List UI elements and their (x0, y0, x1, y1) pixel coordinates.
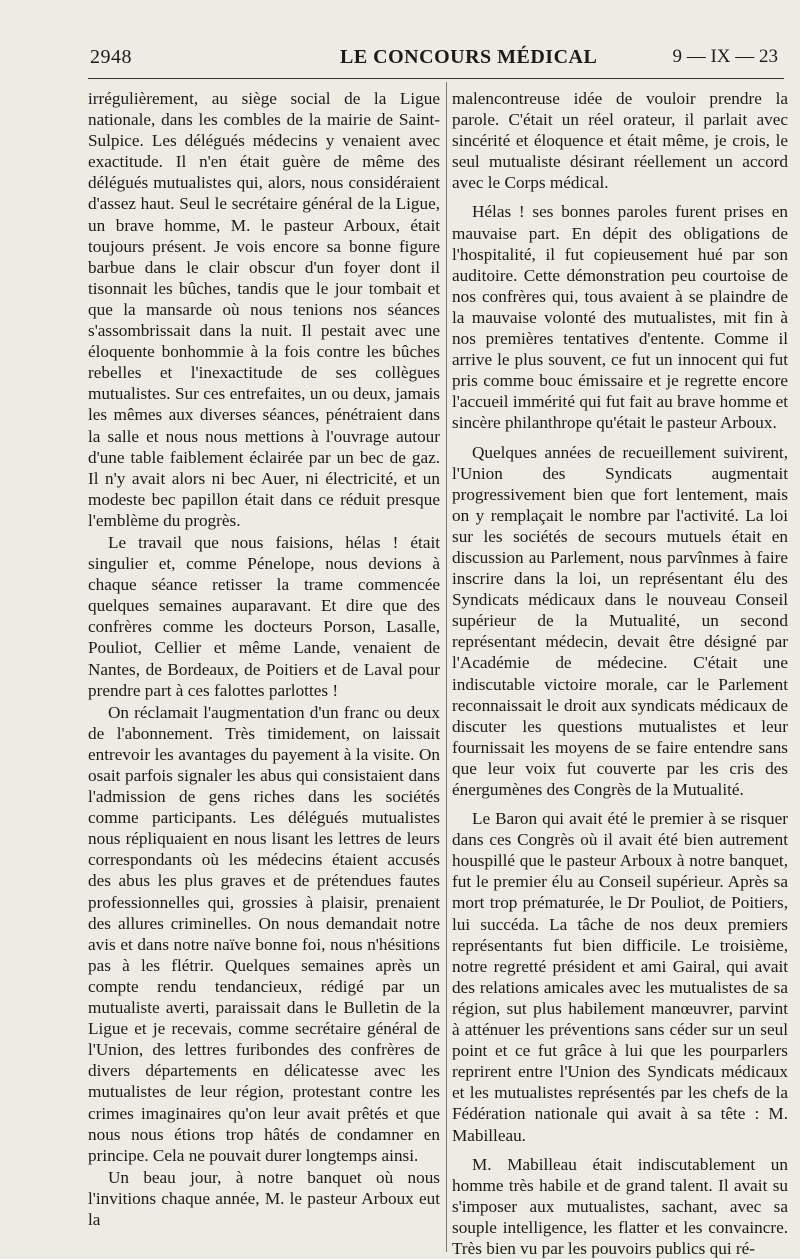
paragraph: Le travail que nous faisions, hélas ! était singulier et, comme Pénelope, nous devions à chaque séance retisser la trame commencée quelques semaines auparavant. Et dire que des confrères comme les docteurs Porson, Lasalle, Pouliot, Cellier et même Lande, venaient de Nantes, de Bordeaux, de Poitiers et de Laval pour prendre part à ces falottes parlottes ! (88, 532, 440, 700)
left-column (88, 88, 440, 1230)
header-rule (88, 78, 784, 79)
paragraph: Un beau jour, à notre banquet où nous l'invitions chaque année, M. le pasteur Arboux eut la (88, 1167, 440, 1229)
paragraph: Hélas ! ses bonnes paroles furent prises en mauvaise part. En dépit des obligations de l'hospitalité, il fut copieusement hué par son auditoire. Cette démonstration peu courtoise de nos confrères qui, tous avaient à se plaindre de la mauvaise volonté des mutualistes, mit fin à nos premières tentatives d'entente. Comme il arrive le plus souvent, ce fut un innocent qui fut pris comme bouc émissaire et je regrette encore l'accueil immérité qui fut fait au brave homme et sincère philanthrope qu'était le pasteur Arboux. (452, 202, 788, 433)
column-divider (446, 82, 447, 1252)
paragraph: Quelques années de recueillement suivirent, l'Union des Syndicats augmentait progressivement bien que fort lentement, mais on y remplaçait le nombre par l'activité. La loi sur les sociétés de secours mutuels était en discussion au Parlement, nous parvînmes à faire inscrire dans la loi, un représentant élu des Syndicats médicaux dans le nouveau Conseil supérieur de la Mutualité, un second représentant médecin, devait être désigné par l'Académie de médecine. C'était une indiscutable victoire morale, car le Parlement reconnaissait le droit aux syndicats médicaux de discuter les questions mutualistes et leur fournissait les moyens de se faire entendre sans que leur voix fut couverte par les cris des énergumènes des Congrès de la Mutualité. (452, 442, 788, 799)
paragraph: M. Mabilleau était indiscutablement un homme très habile et de grand talent. Il avait su s'imposer aux mutualistes, sachant, avec sa souple intelligence, les flatter et les convaincre. Très bien vu par les pouvoirs publics qui ré- (452, 1154, 788, 1258)
issue-date: 9 — IX — 23 (672, 46, 778, 67)
paragraph: On réclamait l'augmentation d'un franc ou deux de l'abonnement. Très timidement, on laissait entrevoir les avantages du payement à la visite. On osait parfois signaler les abus qui consistaient dans l'admission de gens riches dans les sociétés comme participants. Les délégués mutualistes nous répliquaient en nous lisant les lettres de leurs correspondants où les médecins étaient accusés des abus les plus graves et de prétendues fautes professionnelles qui, grossies à plaisir, prenaient des allures criminelles. On nous demandait notre avis et dans notre naïve bonne foi, nous n'hésitions pas à les flétrir. Quelques semaines après un compte rendu tendancieux, rédigé par un mutualiste averti, paraissait dans le Bulletin de la Ligue et je recevais, comme secrétaire général de l'Union, des lettres furibondes des confrères de divers départements en délicatesse avec les mutualistes de leur région, protestant contre les crimes imaginaires qu'on leur avait prêtés et que nous nous étions trop hâtés de condamner en principe. Cela ne pouvait durer longtemps ainsi. (88, 702, 440, 1165)
page-number: 2948 (90, 46, 132, 68)
journal-title: LE CONCOURS MÉDICAL (340, 46, 598, 68)
right-column (452, 88, 788, 1259)
paragraph: irrégulièrement, au siège social de la Ligue nationale, dans les combles de la mairie de Saint-Sulpice. Les délégués médecins y venaient avec exactitude. Il n'en était guère de même des délégués mutualistes qui, alors, nous considéraient d'assez haut. Seul le secrétaire général de la Ligue, un brave homme, M. le pasteur Arboux, était toujours présent. Je vois encore sa bonne figure barbue dans le clair obscur d'un foyer dont il tisonnait les bûches, tandis que le jour tombait et que la mansarde où nous tenions nos séances s'assombrissait dans la nuit. Il pestait avec une éloquente bonhommie à la fois contre les bûches rebelles et l'inexactitude de ses collègues mutualistes. Sur ces entrefaites, un ou deux, jamais les mêmes aux diverses séances, pénétraient dans la salle et nous nous mettions à l'ouvrage autour d'une table faiblement éclairée par un bec de gaz. Il n'y avait alors ni bec Auer, ni électricité, et un modeste bec papillon était dans ce réduit presque l'emblème du progrès. (88, 89, 440, 530)
paragraph: malencontreuse idée de vouloir prendre la parole. C'était un réel orateur, il parlait avec sincérité et éloquence et était même, je crois, le seul mutualiste désirant réellement un accord avec le Corps médical. (452, 89, 788, 193)
paragraph: Le Baron qui avait été le premier à se risquer dans ces Congrès où il avait été bien autrement houspillé que le pasteur Arboux à notre banquet, fut le premier élu au Conseil supérieur. Après sa mort trop prématurée, le Dr Pouliot, de Poitiers, lui succéda. La tâche de nos deux premiers représentants fut bien difficile. Le troisième, notre regretté président et ami Gairal, qui avait des relations amicales avec les mutualistes de sa région, sut plus habilement manœuvrer, parvint à atténuer les préventions sans céder sur un seul point et ce fut grâce à lui que les pourparlers reprirent entre l'Union des Syndicats médicaux et les mutualistes représentés par les chefs de la Fédération nationale qui avait à sa tête : M. Mabilleau. (452, 809, 788, 1145)
running-header (90, 42, 780, 72)
